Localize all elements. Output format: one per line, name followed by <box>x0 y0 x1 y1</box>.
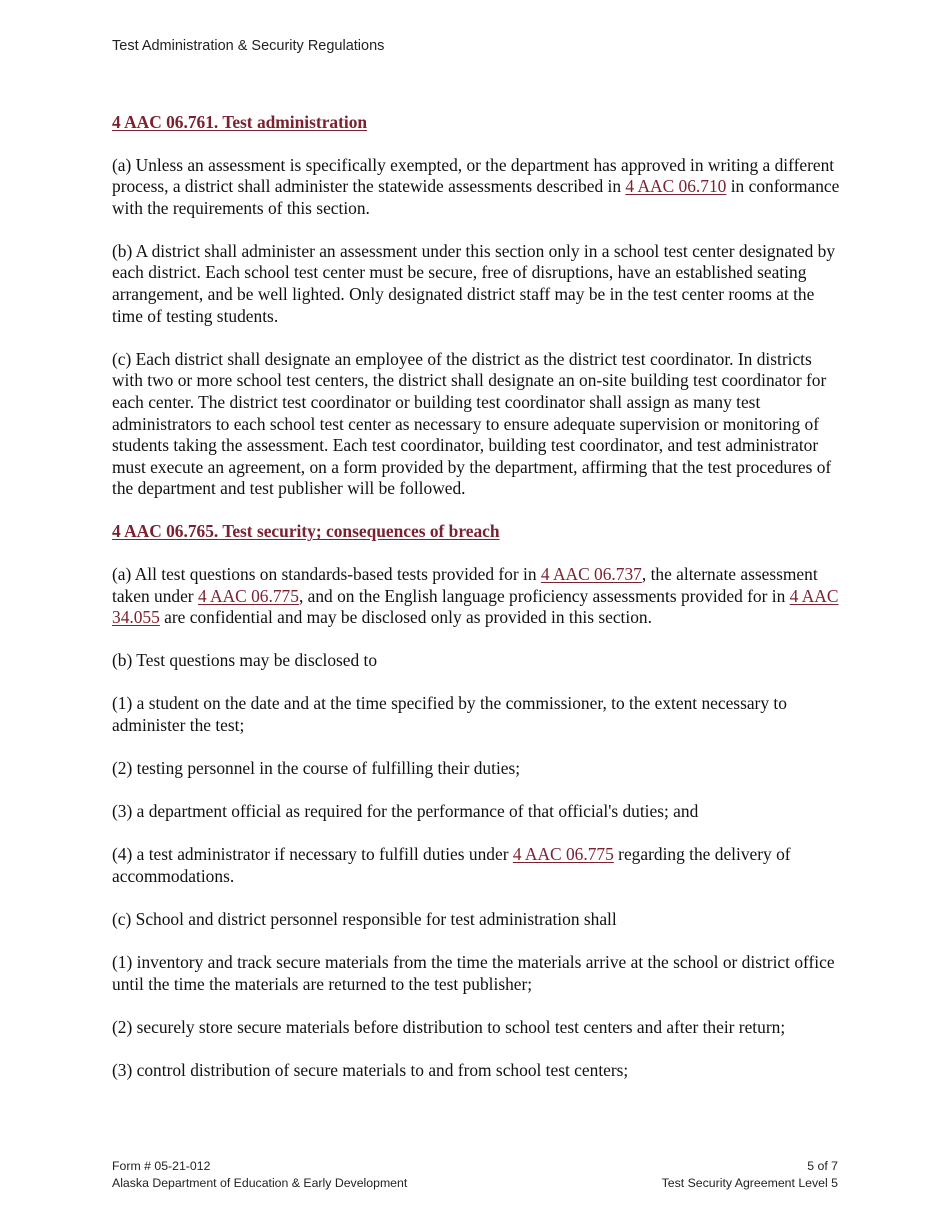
link-4-aac-06-775-b[interactable]: 4 AAC 06.775 <box>512 844 614 865</box>
section-heading-06-765[interactable]: 4 AAC 06.765. Test security; consequences of breach <box>112 521 500 542</box>
paragraph-765-c: (c) School and district personnel responsible for test administration shall <box>112 908 617 929</box>
text-run: (a) All test questions on standards-based tests provided for in <box>112 564 541 584</box>
document-body <box>112 112 842 1103</box>
footer-left <box>112 1158 407 1192</box>
paragraph-765-c2: (2) securely store secure materials before distribution to school test centers and after their return; <box>112 1016 786 1037</box>
text-run: regarding the delivery of accommodations. <box>112 844 791 886</box>
section-heading-06-761[interactable]: 4 AAC 06.761. Test administration <box>112 112 368 132</box>
document-title: Test Security Agreement Level 5 <box>661 1176 838 1190</box>
text-run: , the alternate assessment taken under <box>112 564 818 606</box>
text-run: are confidential and may be disclosed only as provided in this section. <box>159 607 652 628</box>
paragraph-765-b: (b) Test questions may be disclosed to <box>112 650 378 671</box>
link-4-aac-06-775[interactable]: 4 AAC 06.775 <box>197 585 299 606</box>
paragraph-765-c3: (3) control distribution of secure materials to and from school test centers; <box>112 1059 629 1080</box>
department-name: Alaska Department of Education & Early Development <box>112 1176 408 1190</box>
paragraph-761-c: (c) Each district shall designate an employee of the district as the district test coordinator. In districts with two or more school test centers, the district shall designate an on-site building test coordinator for each center. The district test coordinator or building test coordinator shall assign as many test administrators to each school test center as necessary to ensure adequate supervision or monitoring of students taking the assessment. Each test coordinator, building test coordinator, and test administrator must execute an agreement, on a form provided by the department, affirming that the test procedures of the department and test publisher will be followed. <box>112 348 832 499</box>
form-number: Form # 05-21-012 <box>112 1159 211 1173</box>
paragraph-765-a <box>112 564 842 629</box>
text-run: (4) a test administrator if necessary to fulfill duties under <box>112 844 513 865</box>
text-run: in conformance with the requirements of this section. <box>112 176 840 218</box>
paragraph-761-a <box>112 155 842 220</box>
paragraph-765-b2: (2) testing personnel in the course of fulfilling their duties; <box>112 758 521 779</box>
page-number: 5 of 7 <box>807 1159 838 1173</box>
paragraph-765-b1: (1) a student on the date and at the time specified by the commissioner, to the extent necessary to administer the test; <box>112 693 787 735</box>
paragraph-765-c1: (1) inventory and track secure materials from the time the materials arrive at the school or district office until the time the materials are returned to the test publisher; <box>112 952 835 994</box>
running-header: Test Administration & Security Regulations <box>112 38 385 54</box>
paragraph-765-b3: (3) a department official as required for the performance of that official's duties; and <box>112 801 699 822</box>
text-run: (a) Unless an assessment is specifically exempted, or the department has approved in writing a different process, a district shall administer the statewide assessments described in <box>112 154 835 197</box>
paragraph-761-b: (b) A district shall administer an assessment under this section only in a school test center designated by each district. Each school test center must be secure, free of disruptions, have an established seating arrangement, and be well lighted. Only designated district staff may be in the test center rooms at the time of testing students. <box>112 240 836 326</box>
paragraph-765-b4 <box>112 844 842 887</box>
text-run: , and on the English language proficiency assessments provided for in <box>298 585 790 606</box>
footer-right <box>662 1158 838 1192</box>
link-4-aac-06-737[interactable]: 4 AAC 06.737 <box>540 564 642 584</box>
link-4-aac-06-710[interactable]: 4 AAC 06.710 <box>625 176 727 197</box>
link-4-aac-34-055[interactable]: 4 AAC 34.055 <box>112 585 839 628</box>
